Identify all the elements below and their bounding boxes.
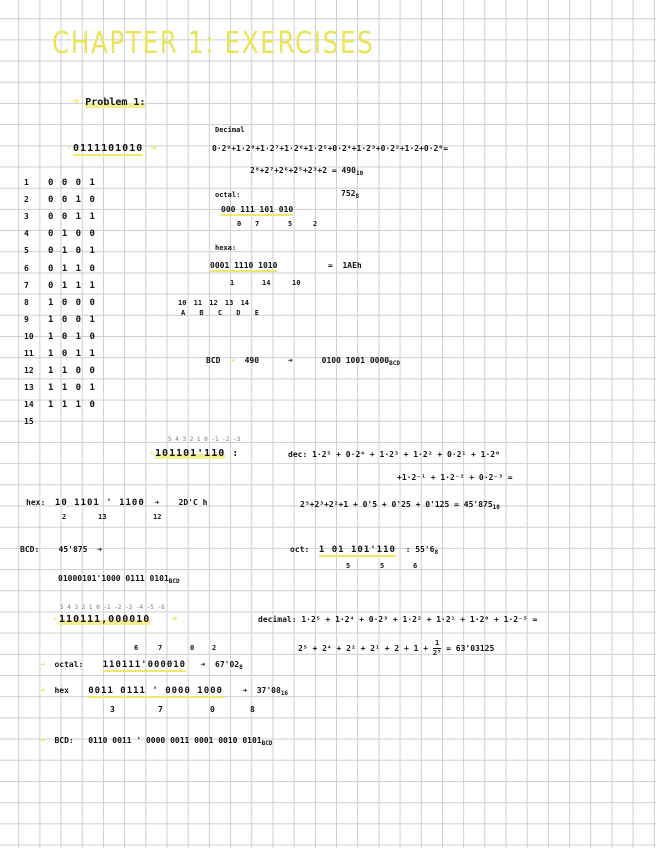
hex-legend-numbers: 10 11 12 13 14 — [178, 299, 250, 307]
arrow-icon: ➜ — [40, 660, 45, 669]
table-row-bits: 1 0 0 0 — [48, 297, 95, 308]
p2-binary-number — [148, 448, 239, 459]
dec-label: dec: — [288, 450, 308, 459]
p3-binary-number — [52, 614, 178, 625]
arrow-icon: ➜ — [154, 498, 160, 507]
p3-dec-line2 — [298, 639, 494, 658]
p2-bcd-value: 45'875 — [58, 545, 88, 554]
p2-hex-digit: 12 — [153, 513, 162, 521]
p1-hexa-digit: 10 — [292, 279, 301, 287]
table-row-number: 10 — [24, 331, 34, 341]
hex-label: hex: — [26, 498, 46, 507]
table-row-number: 12 — [24, 366, 34, 376]
p1-binary-number — [66, 143, 157, 154]
table-row-bits: 0 0 1 0 — [48, 195, 95, 206]
table-row-bits: 1 1 0 0 — [48, 366, 95, 377]
table-row-number: 3 — [24, 212, 29, 222]
p1-octal-digit: 7 — [255, 220, 260, 228]
p1-hexa-groups: 0001 1110 1010 — [210, 261, 278, 270]
p1-bcd-suffix: BCD — [389, 360, 400, 367]
arrow-icon: · — [52, 614, 60, 625]
p3-octal-groups: 110111'000010 — [102, 660, 187, 670]
table-row-bits: 1 0 1 1 — [48, 349, 95, 359]
p1-octal-digit: 0 — [237, 220, 242, 228]
p1-octal-digit: 2 — [313, 220, 318, 228]
p2-hex-line — [26, 498, 207, 508]
p2-oct-line: oct: 1 01 101'110 : $55'6_8$ — [290, 545, 439, 556]
p2-dec-line1-text: 1·2⁵ + 0·2⁴ + 1·2³ + 1·2² + 0·2¹ + 1·2⁰ — [312, 450, 500, 459]
table-row-number: 7 — [24, 280, 29, 290]
table-row-bits: 0 0 0 1 — [48, 178, 95, 188]
hex-legend-letters: A B C D E — [181, 309, 259, 317]
table-row-bits: 1 0 1 0 — [48, 331, 95, 342]
p1-binary-digits: 0111101010 — [73, 143, 144, 154]
octal-label: octal: — [54, 660, 84, 669]
p2-oct-digit: 5 — [380, 562, 385, 570]
p3-dec-line2-text: 2⁵ + 2⁴ + 2² + 2¹ + 2 + 1 + — [298, 644, 433, 653]
arrow-icon: ➜ — [97, 545, 102, 554]
arrow-icon: · — [148, 448, 156, 459]
arrow-icon: ➜ — [200, 660, 206, 669]
p2-bcd-suffix: BCD — [168, 578, 180, 585]
oct-label: oct: — [290, 545, 310, 554]
table-row-number: 6 — [24, 263, 29, 273]
p2-dec-line1 — [288, 450, 500, 459]
hexa-label: hexa: — [215, 244, 237, 252]
p2-bcd-result — [58, 574, 180, 585]
p3-hex-groups: 0011 0111 ' 0000 1000 — [88, 686, 223, 696]
p3-hex-result-text: 37'08 — [256, 686, 281, 695]
p2-oct-result-base: 8 — [434, 549, 439, 556]
p2-oct-digit: 5 — [346, 562, 351, 570]
table-row-bits: 0 1 1 1 — [48, 280, 95, 291]
p1-hexa-result: = 1AEh — [328, 261, 362, 270]
arrow-icon: ➜ — [150, 143, 158, 154]
table-row-number: 2 — [24, 195, 29, 205]
p3-octal-top-digit: 6 — [134, 644, 139, 652]
p3-fraction-num: 1 — [433, 639, 441, 649]
p1-bcd-value: 490 — [244, 356, 260, 365]
p3-octal-result-base: 8 — [239, 664, 243, 671]
p3-octal-top-digit: 2 — [212, 644, 217, 652]
p2-dec-line2: +1·2⁻¹ + 1·2⁻² + 0·2⁻³ = — [397, 473, 513, 482]
p1-hexa-result-text: 1AEh — [342, 261, 362, 270]
p3-bcd-suffix: BCD — [261, 740, 273, 747]
p2-bcd-result-text: 01000101'1000 0111 0101 — [58, 574, 169, 583]
arrow-icon: ➜ — [230, 356, 235, 365]
p2-oct-digit: 6 — [413, 562, 418, 570]
table-row-number: 14 — [24, 400, 34, 410]
table-row-number: 9 — [24, 314, 29, 324]
p3-octal-result-text: 67'02 — [215, 660, 240, 669]
p2-binary-digits: 101101'110 — [155, 448, 226, 459]
p3-bcd-line — [40, 736, 272, 747]
arrow-icon: ➜ — [242, 686, 248, 695]
p2-bcd-line — [20, 545, 102, 554]
p3-dec-line1-text: 1·2⁵ + 1·2⁴ + 0·2³ + 1·2² + 1·2¹ + 1·2⁰ + 1·2⁻⁵ = — [301, 615, 538, 624]
p2-bit-positions: 5 4 3 2 1 0 -1 -2 -3 — [168, 436, 241, 443]
hex-label: hex — [54, 686, 69, 695]
arrow-icon: ➜ — [40, 686, 45, 695]
table-row-number: 5 — [24, 246, 29, 256]
p3-bit-positions: 5 4 3 2 1 0 -1 -2 -3 -4 -5 -6 — [60, 604, 165, 611]
page-title: CHAPTER 1: EXERCISES — [52, 26, 375, 61]
table-row-bits: 1 0 0 1 — [48, 314, 95, 325]
arrow-icon: : — [232, 448, 240, 459]
decimal-label: Decimal — [215, 126, 245, 134]
table-row-number: 8 — [24, 297, 29, 307]
table-row-number: 15 — [24, 417, 34, 427]
bcd-label: BCD — [206, 356, 221, 365]
arrow-icon: ➜ — [72, 94, 80, 108]
p3-hex-digit: 7 — [158, 705, 163, 714]
p1-octal-groups: 000 111 101 010 — [221, 205, 294, 214]
p1-decimal-expansion: 0·2⁹+1·2⁸+1·2⁷+1·2⁶+1·2⁵+0·2⁴+1·2³+0·2²+1·2+0·2⁰= — [212, 144, 449, 153]
p2-oct-groups: 1 01 101'110 — [318, 545, 396, 555]
table-row-number: 13 — [24, 383, 34, 393]
table-row-bits: 1 1 0 1 — [48, 383, 95, 394]
table-row-number: 4 — [24, 229, 29, 239]
problem-label-text: Problem 1: — [85, 97, 146, 108]
bcd-label: BCD: — [54, 736, 74, 745]
p1-bcd-result: 0100 1001 0000 — [321, 356, 390, 365]
p2-dec-line3-text: 2⁵+2³+2²+1 + 0'5 + 0'25 + 0'125 = 45'875 — [300, 500, 493, 509]
p1-hexa-digit: 14 — [262, 279, 271, 287]
p1-octal-result-base: 8 — [355, 193, 360, 200]
table-row-bits: 0 1 1 0 — [48, 263, 95, 274]
p2-hex-digit: 13 — [98, 513, 107, 521]
p3-dec-line1 — [258, 615, 537, 624]
p1-octal-result-text: 752 — [341, 189, 356, 198]
p2-hex-digit: 2 — [62, 513, 67, 521]
arrow-icon: · — [66, 143, 74, 154]
p3-hex-digit: 0 — [210, 705, 215, 714]
table-row-bits: 0 1 0 1 — [48, 246, 95, 257]
p2-dec-line3-base: 10 — [492, 504, 500, 511]
table-row-number: 11 — [24, 349, 34, 358]
p2-dec-line3 — [300, 500, 500, 511]
p3-octal-top-digit: 0 — [190, 644, 195, 652]
p3-binary-digits: 110111,000010 — [59, 614, 151, 625]
p1-decimal-sum-base: 10 — [355, 170, 364, 177]
table-row-bits: 1 1 1 0 — [48, 400, 95, 411]
p3-hex-digit: 3 — [110, 705, 115, 714]
p2-hex-groups: 10 1101 ' 1100 — [54, 498, 145, 508]
arrow-icon: ➜ — [171, 614, 179, 625]
p3-fraction-den: 2⁵ — [432, 649, 442, 657]
decimal-label: decimal: — [258, 615, 297, 624]
p3-hex-result-base: 16 — [280, 690, 289, 697]
table-row-number: 1 — [24, 178, 29, 187]
p3-hex-line — [40, 686, 288, 697]
p3-dec-line2-result: = 63'03125 — [446, 644, 495, 653]
p2-oct-result-text: 55'6 — [415, 545, 435, 554]
arrow-icon: ➜ — [40, 736, 45, 745]
octal-label: octal: — [215, 191, 241, 199]
table-row-bits: 0 0 1 1 — [48, 212, 95, 223]
p1-octal-digit: 5 — [288, 220, 293, 228]
p1-decimal-sum — [250, 166, 363, 177]
p3-octal-top-digit: 7 — [158, 644, 163, 652]
p3-bcd-result-text: 0110 0011 ' 0000 0011 0001 0010 0101 — [88, 736, 262, 745]
p2-hex-result: 2D'C h — [178, 498, 208, 507]
p1-octal-result — [341, 189, 359, 200]
bcd-label: BCD: — [20, 545, 40, 554]
p3-octal-line — [40, 660, 243, 671]
problem-label — [72, 94, 145, 108]
p1-hexa-digit: 1 — [230, 279, 235, 287]
table-row-bits: 0 1 0 0 — [48, 229, 95, 240]
p1-bcd-line — [206, 356, 400, 367]
arrow-icon: ➜ — [287, 356, 293, 365]
p1-decimal-sum-text: 2⁸+2⁷+2⁶+2⁵+2³+2 = 490 — [250, 166, 356, 175]
p3-hex-digit: 8 — [250, 705, 255, 714]
